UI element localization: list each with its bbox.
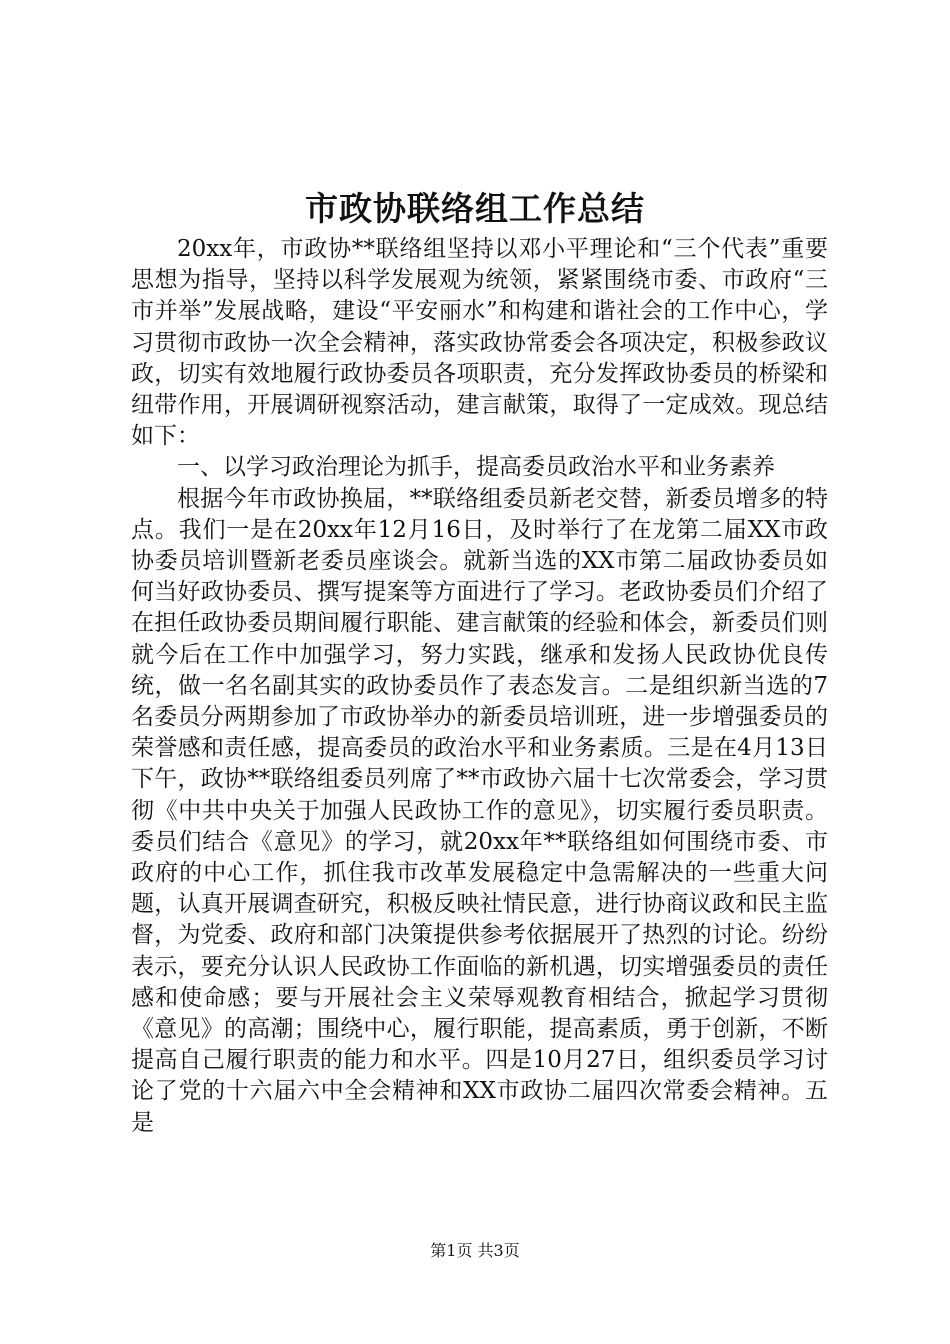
page-number: 第1页 共3页 xyxy=(430,1241,520,1260)
document-title: 市政协联络组工作总结 xyxy=(305,189,645,228)
document-body xyxy=(131,234,828,1139)
body-paragraph: 根据今年市政协换届，**联络组委员新老交替，新委员增多的特点。我们一是在20xx年12月16日，及时举行了在龙第二届XX市政协委员培训暨新老委员座谈会。就新当选的XX市第二届政协委员如何当好政协委员、撰写提案等方面进行了学习。老政协委员们介绍了在担任政协委员期间履行职能、建言献策的经验和体会，新委员们则就今后在工作中加强学习，努力实践，继承和发扬人民政协优良传统，做一名名副其实的政协委员作了表态发言。二是组织新当选的7名委员分两期参加了市政协举办的新委员培训班，进一步增强委员的荣誉感和责任感，提高委员的政治水平和业务素质。三是在4月13日下午，政协**联络组委员列席了**市政协六届十七次常委会，学习贯彻《中共中央关于加强人民政协工作的意见》，切实履行委员职责。委员们结合《意见》的学习，就20xx年**联络组如何围绕市委、市政府的中心工作，抓住我市改革发展稳定中急需解决的一些重大问题，认真开展调查研究，积极反映社情民意，进行协商议政和民主监督，为党委、政府和部门决策提供参考依据展开了热烈的讨论。纷纷表示，要充分认识人民政协工作面临的新机遇，切实增强委员的责任感和使命感；要与开展社会主义荣辱观教育相结合，掀起学习贯彻《意见》的高潮；围绕中心，履行职能，提高素质，勇于创新，不断提高自己履行职责的能力和水平。四是10月27日，组织委员学习讨论了党的十六届六中全会精神和XX市政协二届四次常委会精神。五是 xyxy=(131,485,828,1136)
intro-paragraph: 20xx年，市政协**联络组坚持以邓小平理论和“三个代表”重要思想为指导，坚持以科学发展观为统领，紧紧围绕市委、市政府“三市并举”发展战略，建设“平安丽水”和构建和谐社会的工作中心，学习贯彻市政协一次全会精神，落实政协常委会各项决定，积极参政议政，切实有效地履行政协委员各项职责，充分发挥政协委员的桥梁和纽带作用，开展调研视察活动，建言献策，取得了一定成效。现总结如下： xyxy=(131,236,828,450)
section-heading: 一、以学习政治理论为抓手，提高委员政治水平和业务素养 xyxy=(177,454,775,481)
